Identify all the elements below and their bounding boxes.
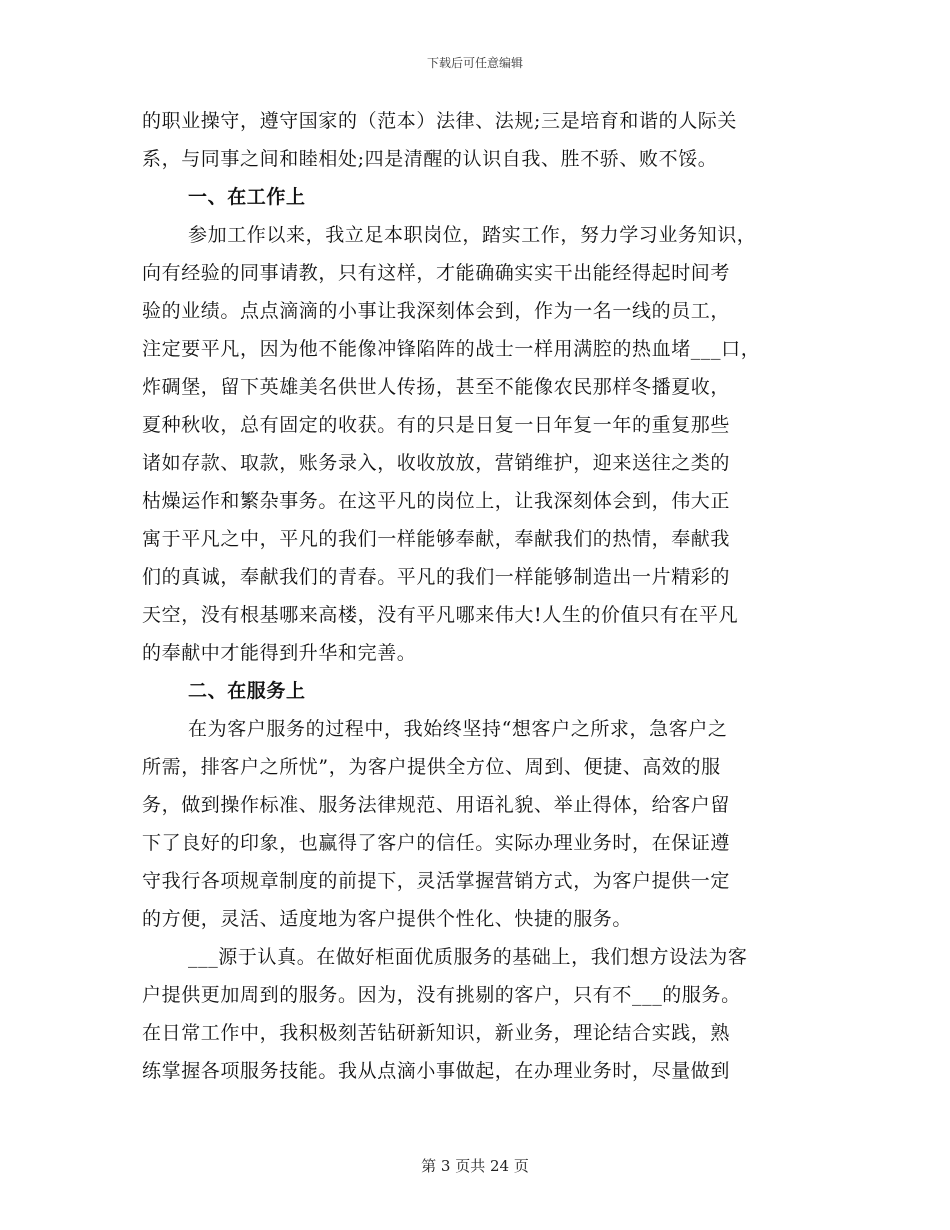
- text-line: 户提供更加周到的服务。因为，没有挑剔的客户，只有不___的服务。: [142, 984, 741, 1006]
- text-line: 在为客户服务的过程中，我始终坚持“想客户之所求，急客户之: [188, 718, 728, 740]
- text-line: 的方便，灵活、适度地为客户提供个性化、快捷的服务。: [142, 908, 633, 930]
- text-line: 的职业操守，遵守国家的（范本）法律、法规;三是培育和谐的人际关: [142, 110, 738, 132]
- text-line: 下了良好的印象，也赢得了客户的信任。实际办理业务时，在保证遵: [142, 832, 731, 854]
- section-heading-work: 一、在工作上: [188, 186, 306, 208]
- text-line: 练掌握各项服务技能。我从点滴小事做起，在办理业务时，尽量做到: [142, 1060, 731, 1082]
- text-line: 天空，没有根基哪来高楼，没有平凡哪来伟大!人生的价值只有在平凡: [142, 604, 739, 626]
- text-line: 向有经验的同事请教，只有这样，才能确确实实干出能经得起时间考: [142, 262, 731, 284]
- text-line: 系，与同事之间和睦相处;四是清醒的认识自我、胜不骄、败不馁。: [142, 148, 718, 170]
- text-line: 参加工作以来，我立足本职岗位，踏实工作，努力学习业务知识，: [188, 224, 757, 246]
- text-line: ___源于认真。在做好柜面优质服务的基础上，我们想方设法为客: [188, 946, 748, 968]
- text-line: 枯燥运作和繁杂事务。在这平凡的岗位上，让我深刻体会到，伟大正: [142, 490, 731, 512]
- text-line: 炸碉堡，留下英雄美名供世人传扬，甚至不能像农民那样冬播夏收，: [142, 376, 731, 398]
- text-line: 寓于平凡之中，平凡的我们一样能够奉献，奉献我们的热情，奉献我: [142, 528, 731, 550]
- page-number: 第 3 页共 24 页: [421, 1157, 529, 1175]
- text-line: 诸如存款、取款，账务录入，收收放放，营销维护，迎来送往之类的: [142, 452, 731, 474]
- text-line: 夏种秋收，总有固定的收获。有的只是日复一日年复一年的重复那些: [142, 414, 731, 436]
- text-line: 注定要平凡，因为他不能像冲锋陷阵的战士一样用满腔的热血堵___口，: [142, 338, 761, 360]
- page-header: 下载后可任意编辑: [426, 56, 523, 70]
- text-line: 们的真诚，奉献我们的青春。平凡的我们一样能够制造出一片精彩的: [142, 566, 731, 588]
- text-line: 务，做到操作标准、服务法律规范、用语礼貌、举止得体，给客户留: [142, 794, 731, 816]
- text-line: 守我行各项规章制度的前提下，灵活掌握营销方式，为客户提供一定: [142, 870, 731, 892]
- document-body: [142, 102, 822, 1090]
- section-heading-service: 二、在服务上: [188, 680, 306, 702]
- text-line: 的奉献中才能得到升华和完善。: [142, 642, 417, 664]
- text-line: 验的业绩。点点滴滴的小事让我深刻体会到，作为一名一线的员工，: [142, 300, 731, 322]
- text-line: 所需，排客户之所忧”，为客户提供全方位、周到、便捷、高效的服: [142, 756, 721, 778]
- text-line: 在日常工作中，我积极刻苦钻研新知识，新业务，理论结合实践，熟: [142, 1022, 731, 1044]
